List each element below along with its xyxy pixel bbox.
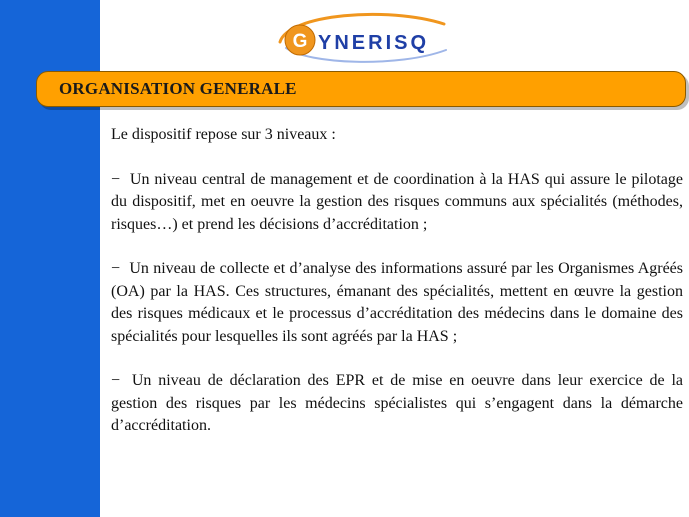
dash-bullet: − bbox=[111, 372, 121, 389]
intro-text: Le dispositif repose sur 3 niveaux : bbox=[111, 126, 336, 143]
gynerisq-logo bbox=[268, 8, 458, 70]
dash-bullet: − bbox=[111, 170, 121, 188]
slide-content bbox=[111, 124, 683, 460]
list-item bbox=[111, 370, 683, 438]
list-item-text: Un niveau de déclaration des EPR et de mise en oeuvre dans leur exercice de la gestion des risques par les médecins spécialistes qui s’engagent dans la démarche d’accréditation. bbox=[111, 372, 684, 434]
dash-bullet: − bbox=[111, 260, 121, 277]
logo-text: YNERISQ bbox=[318, 32, 430, 54]
list-item-text: Un niveau central de management et de coordination à la HAS qui assure le pilotage du dispositif, met en oeuvre la gestion des risques communs aux spécialités (méthodes, risques…) et prend les décisions d’accréditation ; bbox=[111, 170, 683, 233]
page-title: ORGANISATION GENERALE bbox=[59, 79, 297, 98]
list-item bbox=[111, 258, 683, 348]
logo-initial: G bbox=[292, 31, 308, 52]
list-item-text: Un niveau de collecte et d’analyse des informations assuré par les Organismes Agréés (OA) par la HAS. Ces structures, émanant des spécialités, mettent en œuvre la gestion des risques médicaux et le processus d’accréditation des médecins dans le domaine des spécialités pour lesquelles ils sont agréés par la HAS ; bbox=[111, 260, 684, 345]
title-banner bbox=[36, 71, 686, 107]
list-item bbox=[111, 169, 683, 237]
